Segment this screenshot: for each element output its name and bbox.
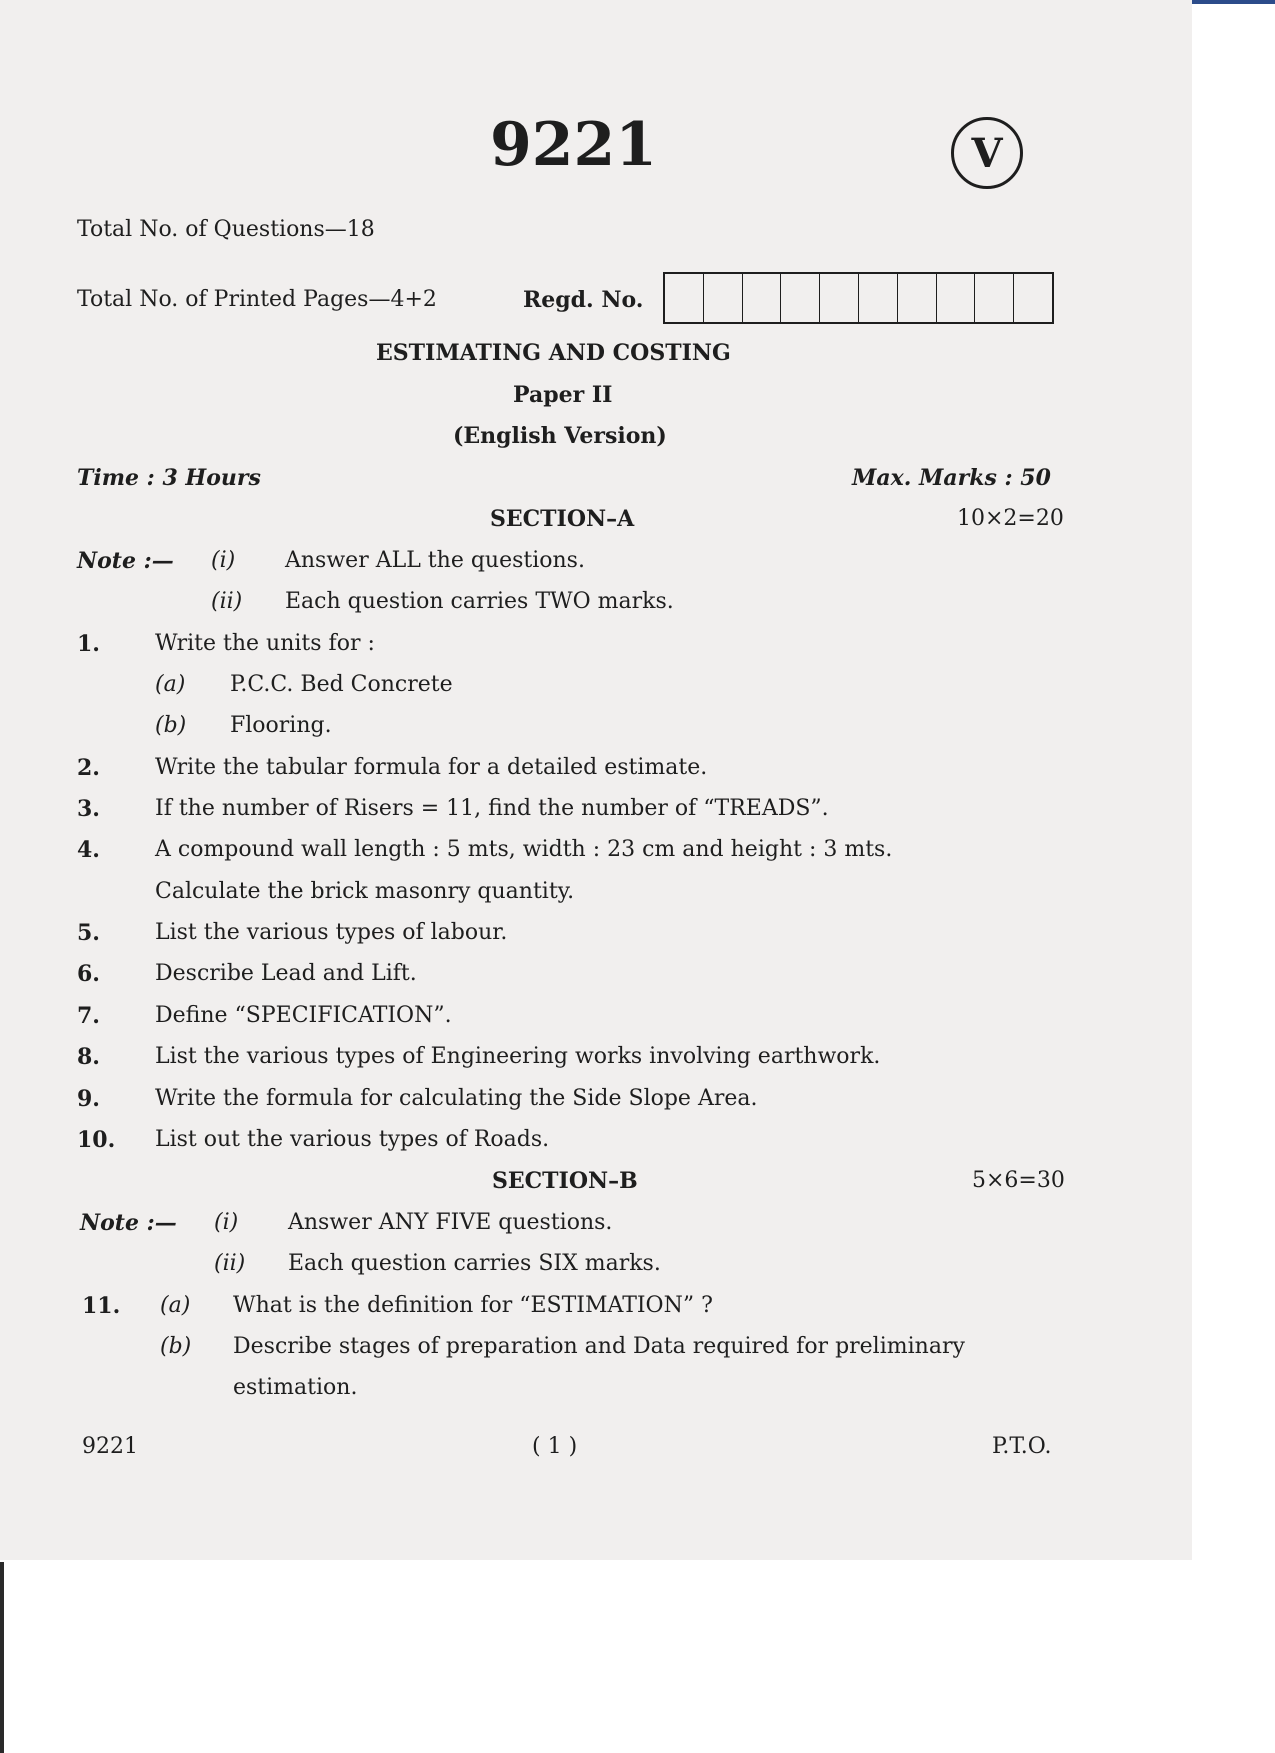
- scan-corner-mark: [1192, 0, 1275, 4]
- section-a-note-label: Note :—: [77, 548, 174, 574]
- question-number: 3.: [77, 796, 100, 822]
- regd-label: Regd. No.: [523, 287, 644, 313]
- subpart-label: (b): [155, 713, 187, 738]
- footer-code: 9221: [82, 1434, 138, 1459]
- question-text: If the number of Risers = 11, find the number of “TREADS”.: [155, 796, 829, 821]
- question-text: Describe Lead and Lift.: [155, 961, 417, 986]
- note-num: (i): [211, 548, 236, 573]
- section-b-title: SECTION–B: [492, 1168, 638, 1194]
- regd-number-boxes[interactable]: [663, 272, 1054, 324]
- time-label: Time : 3 Hours: [77, 465, 261, 491]
- question-text-cont: Calculate the brick masonry quantity.: [155, 879, 575, 904]
- question-number: 11.: [82, 1293, 121, 1319]
- regd-digit-box[interactable]: [704, 274, 743, 322]
- paper-title: Paper II: [513, 382, 613, 408]
- regd-digit-box[interactable]: [937, 274, 976, 322]
- note-num: (ii): [211, 589, 243, 614]
- pto-label: P.T.O.: [992, 1434, 1052, 1459]
- note-num: (ii): [214, 1251, 246, 1276]
- page-number: ( 1 ): [532, 1434, 578, 1459]
- question-text: List the various types of labour.: [155, 920, 508, 945]
- note-text: Answer ALL the questions.: [285, 548, 585, 573]
- section-a-marks: 10×2=20: [957, 506, 1064, 531]
- question-number: 7.: [77, 1003, 100, 1029]
- total-pages: Total No. of Printed Pages—4+2: [77, 287, 437, 312]
- question-number: 2.: [77, 755, 100, 781]
- max-marks: Max. Marks : 50: [852, 465, 1051, 491]
- section-b-note-label: Note :—: [80, 1210, 177, 1236]
- question-text: Write the formula for calculating the Side Slope Area.: [155, 1086, 758, 1111]
- regd-digit-box[interactable]: [820, 274, 859, 322]
- question-text: Write the units for :: [155, 631, 375, 656]
- subpart-text: Flooring.: [230, 713, 332, 738]
- question-number: 10.: [77, 1127, 116, 1153]
- section-a-title: SECTION–A: [490, 506, 635, 532]
- version-title: (English Version): [453, 423, 667, 449]
- question-text: List out the various types of Roads.: [155, 1127, 550, 1152]
- version-letter: V: [971, 129, 1003, 177]
- note-text: Each question carries SIX marks.: [288, 1251, 661, 1276]
- question-number: 8.: [77, 1044, 100, 1070]
- total-questions: Total No. of Questions—18: [77, 217, 375, 242]
- question-number: 5.: [77, 920, 100, 946]
- question-text: Define “SPECIFICATION”.: [155, 1003, 452, 1028]
- scan-edge: [0, 1562, 4, 1753]
- subpart-text-cont: estimation.: [233, 1375, 358, 1400]
- question-text: Write the tabular formula for a detailed estimate.: [155, 755, 708, 780]
- subpart-label: (a): [155, 672, 186, 697]
- subpart-text: What is the definition for “ESTIMATION” ?: [233, 1293, 713, 1318]
- note-text: Answer ANY FIVE questions.: [288, 1210, 613, 1235]
- regd-digit-box[interactable]: [743, 274, 782, 322]
- question-number: 6.: [77, 961, 100, 987]
- regd-digit-box[interactable]: [898, 274, 937, 322]
- regd-digit-box[interactable]: [665, 274, 704, 322]
- question-number: 4.: [77, 837, 100, 863]
- regd-digit-box[interactable]: [975, 274, 1014, 322]
- regd-digit-box[interactable]: [781, 274, 820, 322]
- subpart-label: (a): [160, 1293, 191, 1318]
- paper-code: 9221: [490, 110, 657, 180]
- subpart-text: Describe stages of preparation and Data required for preliminary: [233, 1334, 965, 1359]
- subject-title: ESTIMATING AND COSTING: [376, 340, 731, 366]
- note-num: (i): [214, 1210, 239, 1235]
- section-b-marks: 5×6=30: [972, 1168, 1065, 1193]
- note-text: Each question carries TWO marks.: [285, 589, 674, 614]
- regd-digit-box[interactable]: [859, 274, 898, 322]
- question-text: A compound wall length : 5 mts, width : 23 cm and height : 3 mts.: [155, 837, 893, 862]
- question-number: 1.: [77, 631, 100, 657]
- version-badge: [951, 117, 1023, 189]
- subpart-text: P.C.C. Bed Concrete: [230, 672, 453, 697]
- subpart-label: (b): [160, 1334, 192, 1359]
- question-number: 9.: [77, 1086, 100, 1112]
- regd-digit-box[interactable]: [1014, 274, 1052, 322]
- question-text: List the various types of Engineering works involving earthwork.: [155, 1044, 881, 1069]
